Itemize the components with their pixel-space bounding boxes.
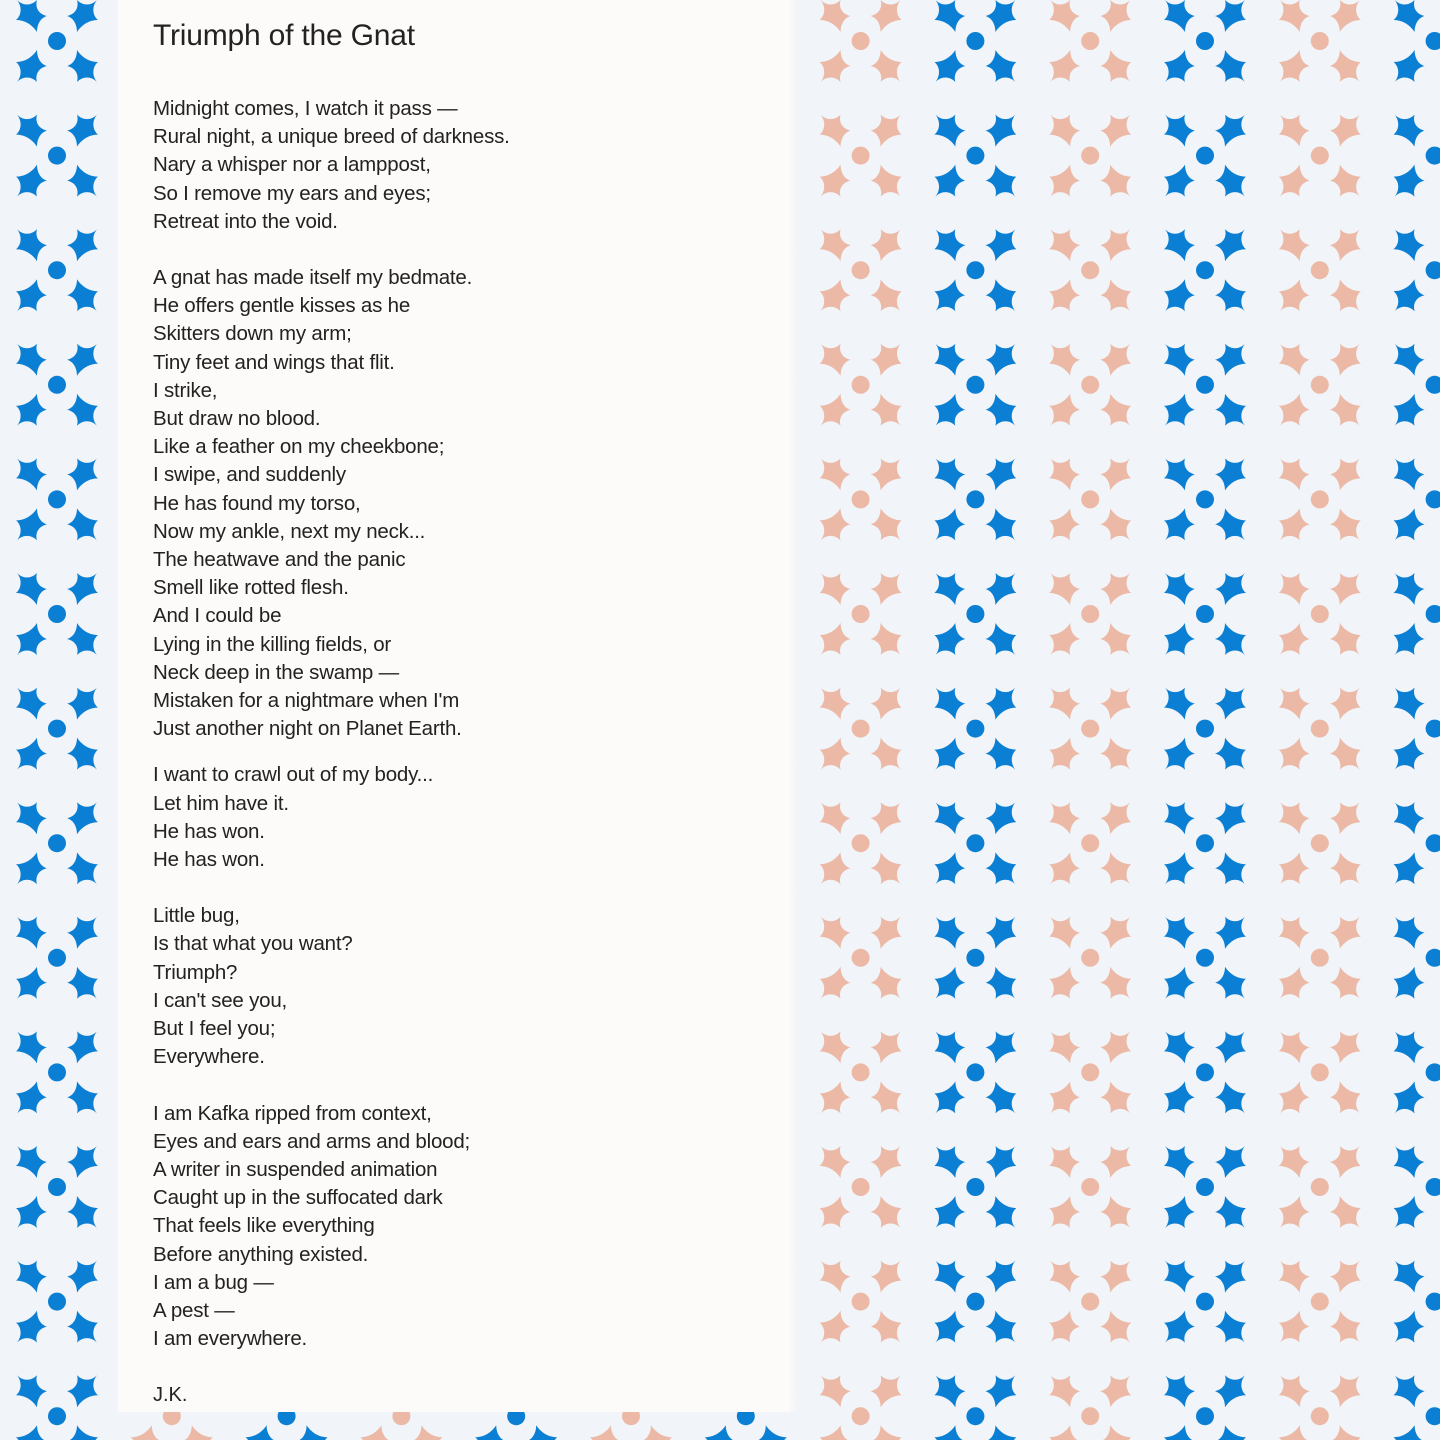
poem-line: Like a feather on my cheekbone;	[153, 435, 445, 459]
poem-line: But draw no blood.	[153, 407, 321, 431]
poem-line: He has found my torso,	[153, 491, 361, 515]
poem-line: Just another night on Planet Earth.	[153, 717, 462, 741]
poem-title: Triumph of the Gnat	[153, 19, 415, 52]
poem-line: I am a bug —	[153, 1270, 274, 1294]
poem-line: Mistaken for a nightmare when I'm	[153, 689, 460, 713]
poem-line: A pest —	[153, 1298, 235, 1322]
poem-line: But I feel you;	[153, 1017, 276, 1041]
poem-page	[118, 0, 790, 1412]
poem-line: Eyes and ears and arms and blood;	[153, 1129, 471, 1153]
poem-line: That feels like everything	[153, 1214, 375, 1238]
poem-line: I can't see you,	[153, 988, 288, 1012]
poem-line: I am Kafka ripped from context,	[153, 1101, 432, 1125]
poem-line: Skitters down my arm;	[153, 322, 352, 346]
poem-line: He has won.	[153, 819, 265, 843]
poem-line: I swipe, and suddenly	[153, 463, 346, 487]
poem-line: I want to crawl out of my body...	[153, 763, 434, 787]
poem-line: A gnat has made itself my bedmate.	[153, 266, 473, 290]
poem-line: Retreat into the void.	[153, 209, 338, 233]
poem-stanza	[153, 264, 790, 743]
poem-line: I strike,	[153, 378, 218, 402]
paper-edge-fade	[790, 0, 798, 1412]
poem-line: Is that what you want?	[153, 932, 353, 956]
poem-line: Everywhere.	[153, 1045, 265, 1069]
poem-stanza	[153, 761, 790, 874]
poem-line: I am everywhere.	[153, 1327, 308, 1351]
poem-line: Little bug,	[153, 904, 240, 928]
poem-line: The heatwave and the panic	[153, 548, 406, 572]
poem-line: Let him have it.	[153, 791, 289, 815]
poem-line: Midnight comes, I watch it pass —	[153, 97, 458, 120]
poem-line: Now my ankle, next my neck...	[153, 519, 426, 543]
poem-line: Tiny feet and wings that flit.	[153, 350, 395, 374]
poem-body	[153, 95, 790, 1353]
poem-line: So I remove my ears and eyes;	[153, 181, 431, 205]
poem-line: He offers gentle kisses as he	[153, 294, 411, 318]
poem-signature: J.K.	[153, 1384, 188, 1407]
poem-line: Nary a whisper nor a lamppost,	[153, 153, 431, 177]
poem-line: Lying in the killing fields, or	[153, 632, 392, 656]
poem-line: Triumph?	[153, 960, 238, 984]
poem-line: A writer in suspended animation	[153, 1157, 438, 1181]
poem-line: Neck deep in the swamp —	[153, 660, 399, 684]
poem-line: Caught up in the suffocated dark	[153, 1186, 443, 1210]
poem-line: And I could be	[153, 604, 282, 628]
poem-line: He has won.	[153, 848, 265, 872]
poem-line: Rural night, a unique breed of darkness.	[153, 125, 510, 149]
poem-stanza	[153, 95, 790, 236]
poem-line: Before anything existed.	[153, 1242, 369, 1266]
poem-stanza	[153, 1100, 790, 1354]
poem-line: Smell like rotted flesh.	[153, 576, 349, 600]
poem-stanza	[153, 902, 790, 1071]
